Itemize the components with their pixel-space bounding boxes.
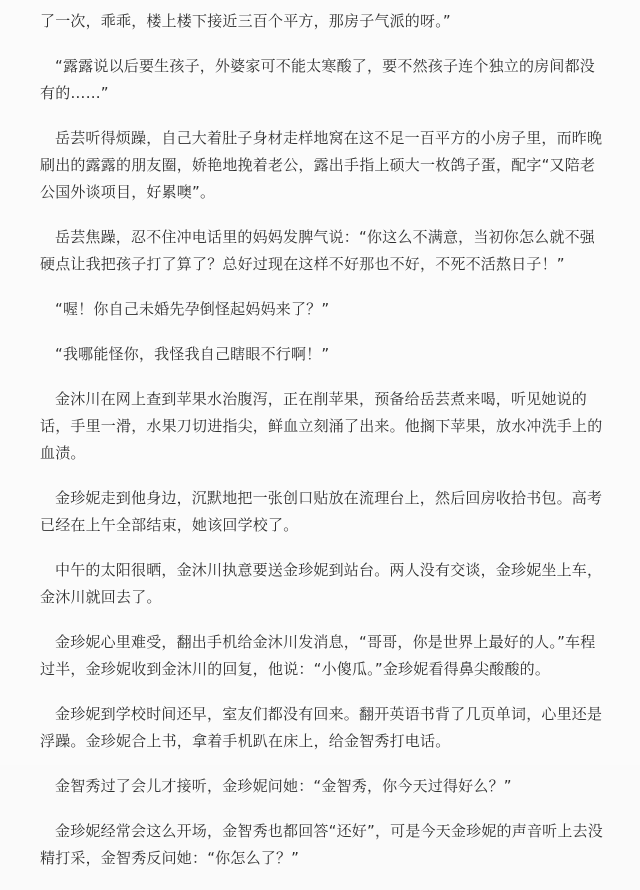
paragraph: 金智秀过了会儿才接听，金珍妮问她：“金智秀，你今天过得好么？” xyxy=(55,777,512,795)
paragraph: 金珍妮心里难受，翻出手机给金沐川发消息，“哥哥，你是世界上最好的人。”车程过半，金珍妮收到金沐川的回复，他说：“小傻瓜。”金珍妮看得鼻尖酸酸的。 xyxy=(40,633,596,678)
paragraph: 金沐川在网上查到苹果水治腹泻，正在削苹果，预备给岳芸煮来喝，听见她说的话，手里一滑，水果刀切进指尖，鲜血立刻涌了出来。他搁下苹果，放水冲洗手上的血渍。 xyxy=(40,390,603,462)
paragraph: 中午的太阳很晒，金沐川执意要送金珍妮到站台。两人没有交谈，金珍妮坐上车，金沐川就回去了。 xyxy=(40,561,603,606)
paragraph: 岳芸焦躁，忍不住冲电话里的妈妈发脾气说：“你这么不满意，当初你怎么就不强硬点让我把孩子打了算了？总好过现在这样不好那也不好，不死不活熬日子！” xyxy=(40,228,595,273)
paragraph: 金珍妮到学校时间还早，室友们都没有回来。翻开英语书背了几页单词，心里还是浮躁。金珍妮合上书，拿着手机趴在床上，给金智秀打电话。 xyxy=(40,705,603,750)
paragraph: “我哪能怪你，我怪我自己瞎眼不行啊！” xyxy=(55,345,330,363)
paragraph: 岳芸听得烦躁，自己大着肚子身材走样地窝在这不足一百平方的小房子里，而昨晚刷出的露露的朋友圈，娇艳地挽着老公，露出手指上硕大一枚鸽子蛋，配字“又陪老公国外谈项目，好累噢”。 xyxy=(40,129,603,201)
paragraph: 金珍妮经常会这么开场，金智秀也都回答“还好”，可是今天金珍妮的声音听上去没精打采，金智秀反问她：“你怎么了？” xyxy=(40,822,603,867)
paragraph: “露露说以后要生孩子，外婆家可不能太寒酸了，要不然孩子连个独立的房间都没有的……” xyxy=(40,57,595,102)
paragraph: 了一次，乖乖，楼上楼下接近三百个平方，那房子气派的呀。” xyxy=(40,12,451,30)
article-body xyxy=(40,8,604,890)
paragraph: “喔！你自己未婚先孕倒怪起妈妈来了？” xyxy=(55,300,330,318)
paragraph: 金珍妮走到他身边，沉默地把一张创口贴放在流理台上，然后回房收拾书包。高考已经在上午全部结束，她该回学校了。 xyxy=(40,489,603,534)
